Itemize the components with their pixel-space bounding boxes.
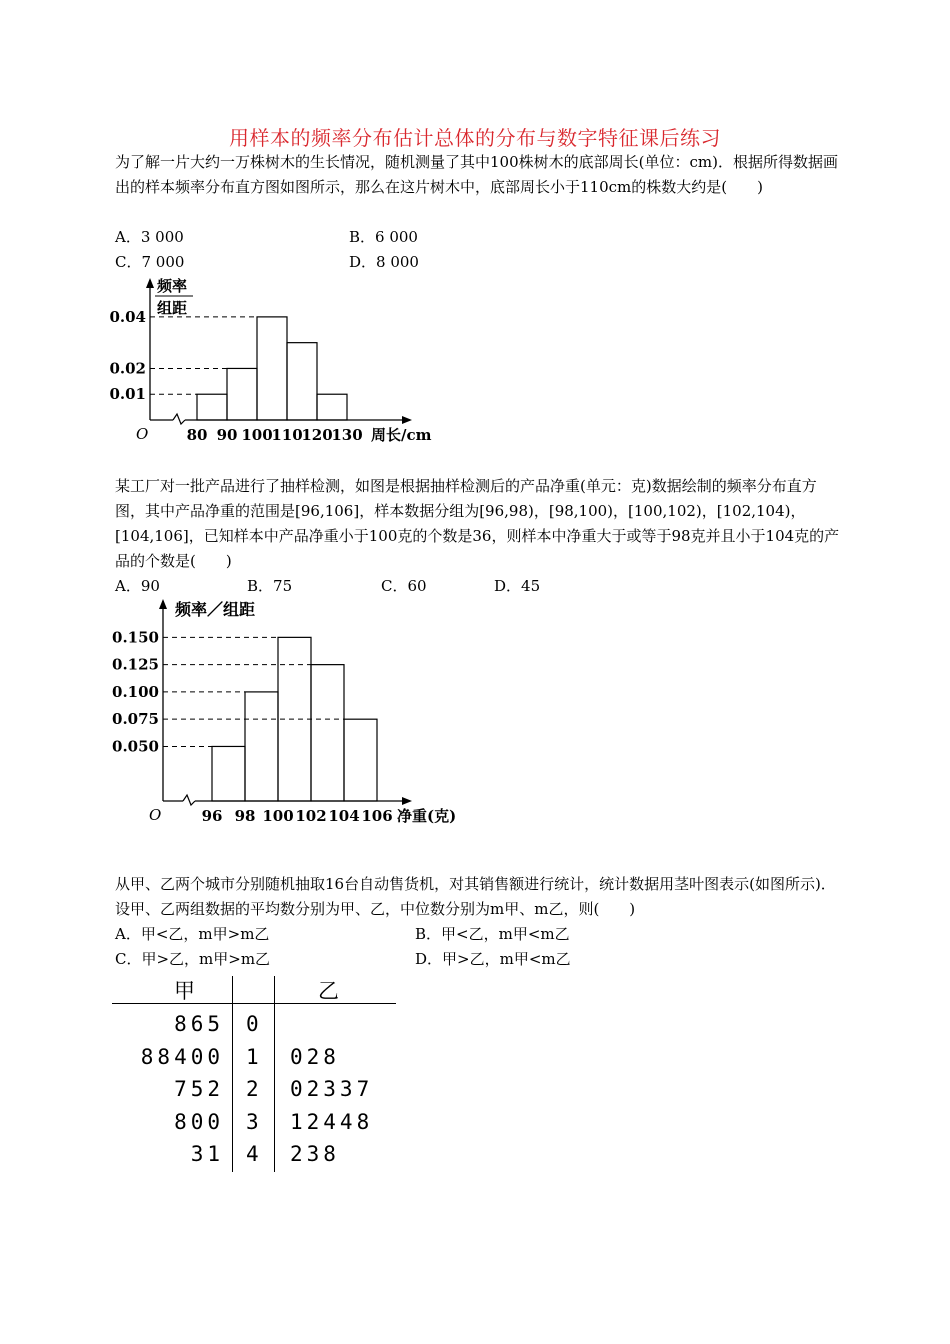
- question-2-text: 某工厂对一批产品进行了抽样检测，如图是根据抽样检测后的产品净重(单元：克)数据绘制的频率分布直方图，其中产品净重的范围是[96,106]，样本数据分组为[96,98)，[98,100)，[100,102)，[102,104)，[104,106]，已知样本中产品净重小于100克的个数是36，则样本中净重大于或等于98克并且小于104克的产品的个数是( ): [115, 477, 840, 570]
- question-3-text: 从甲、乙两个城市分别随机抽取16台自动售货机，对其销售额进行统计，统计数据用茎叶图表示(如图所示)．设甲、乙两组数据的平均数分别为甲、乙，中位数分别为m甲、m乙，则( ): [115, 875, 836, 918]
- q2-option-a: A．90: [115, 577, 160, 595]
- stem-value: 3: [246, 1109, 263, 1134]
- histogram-bar: [197, 394, 227, 420]
- q3-option-a: A．甲<乙，m甲>m乙: [115, 925, 270, 943]
- stem-divider-right: [274, 976, 275, 1172]
- y-tick-label: 0.02: [109, 359, 146, 378]
- origin-label: O: [136, 425, 149, 443]
- y-axis-label: 频率／组距: [175, 600, 256, 619]
- question-1-text: 为了解一片大约一万株树木的生长情况，随机测量了其中100株树木的底部周长(单位：cm)．根据所得数据画出的样本频率分布直方图如图所示，那么在这片树木中，底部周长小于110cm的株数大约是( ): [115, 153, 838, 196]
- leaf-left: 800: [174, 1109, 224, 1134]
- leaf-left: 31: [190, 1142, 224, 1166]
- leaf-left: 88400: [140, 1044, 224, 1069]
- axis-break: [183, 795, 195, 805]
- histogram-bar: [311, 665, 344, 801]
- stem-value: 1: [246, 1044, 263, 1069]
- leaf-right: 028: [290, 1044, 340, 1069]
- y-axis-label-denominator: 组距: [157, 299, 188, 317]
- axis-break: [173, 414, 185, 424]
- y-tick-label: 0.04: [109, 307, 146, 326]
- x-tick-label: 100: [241, 426, 273, 444]
- histogram-bar: [245, 692, 278, 801]
- x-tick-label: 104: [328, 807, 360, 825]
- histogram-bar: [317, 394, 347, 420]
- y-axis-arrow: [146, 278, 154, 288]
- histogram-bar: [227, 368, 257, 420]
- y-axis-label-numerator: 频率: [157, 277, 188, 295]
- origin-label: O: [149, 806, 162, 824]
- stem-divider-left: [232, 976, 233, 1172]
- page-title: 用样本的频率分布估计总体的分布与数字特征课后练习: [229, 126, 721, 150]
- y-axis-arrow: [159, 599, 167, 609]
- x-tick-label: 102: [295, 807, 327, 825]
- leaf-right: 02337: [290, 1077, 374, 1101]
- stem-value: 2: [246, 1077, 263, 1101]
- q1-option-c: C．7 000: [115, 253, 185, 271]
- q1-option-d: D．8 000: [349, 253, 419, 271]
- y-tick-label: 0.150: [112, 628, 159, 647]
- x-axis-label: 净重(克): [397, 807, 457, 825]
- histogram-bar: [287, 343, 317, 420]
- stem-value: 0: [246, 1012, 263, 1036]
- x-tick-label: 98: [234, 807, 256, 825]
- histogram-2: [105, 595, 485, 835]
- q3-option-b: B．甲<乙，m甲<m乙: [415, 925, 570, 943]
- stem-value: 4: [246, 1142, 263, 1166]
- leaf-left: 865: [174, 1012, 224, 1036]
- x-tick-label: 100: [262, 807, 294, 825]
- x-tick-label: 120: [301, 426, 333, 444]
- histogram-bar: [212, 746, 245, 801]
- header-divider: [112, 1003, 396, 1004]
- x-tick-label: 96: [201, 807, 223, 825]
- x-axis-arrow: [402, 797, 412, 805]
- q3-option-d: D．甲>乙，m甲<m乙: [415, 950, 571, 968]
- leaf-left: 752: [174, 1077, 224, 1101]
- y-tick-label: 0.075: [112, 710, 159, 729]
- x-axis-label: 周长/cm: [371, 426, 432, 444]
- left-header: 甲: [174, 979, 195, 1003]
- q2-option-d: D．45: [494, 577, 541, 595]
- q1-option-a: A．3 000: [115, 228, 184, 246]
- leaf-right: 12448: [290, 1109, 374, 1134]
- x-tick-label: 90: [216, 426, 238, 444]
- x-tick-label: 106: [361, 807, 393, 825]
- histogram-bar: [344, 719, 377, 801]
- y-tick-label: 0.050: [112, 737, 159, 756]
- x-tick-label: 80: [186, 426, 208, 444]
- q1-option-b: B．6 000: [349, 228, 418, 246]
- x-axis-arrow: [402, 416, 412, 424]
- q2-option-b: B．75: [247, 577, 293, 595]
- leaf-right: 238: [290, 1142, 340, 1166]
- q3-option-c: C．甲>乙，m甲>m乙: [115, 950, 271, 968]
- y-tick-label: 0.01: [109, 385, 146, 404]
- histogram-1: [105, 272, 465, 447]
- y-tick-label: 0.125: [112, 655, 159, 674]
- right-header: 乙: [318, 979, 339, 1003]
- stem-leaf-plot: [112, 978, 402, 1178]
- y-tick-label: 0.100: [112, 682, 159, 701]
- q2-option-c: C．60: [381, 577, 427, 595]
- x-tick-label: 130: [331, 426, 363, 444]
- x-tick-label: 110: [271, 426, 303, 444]
- histogram-bar: [257, 317, 287, 420]
